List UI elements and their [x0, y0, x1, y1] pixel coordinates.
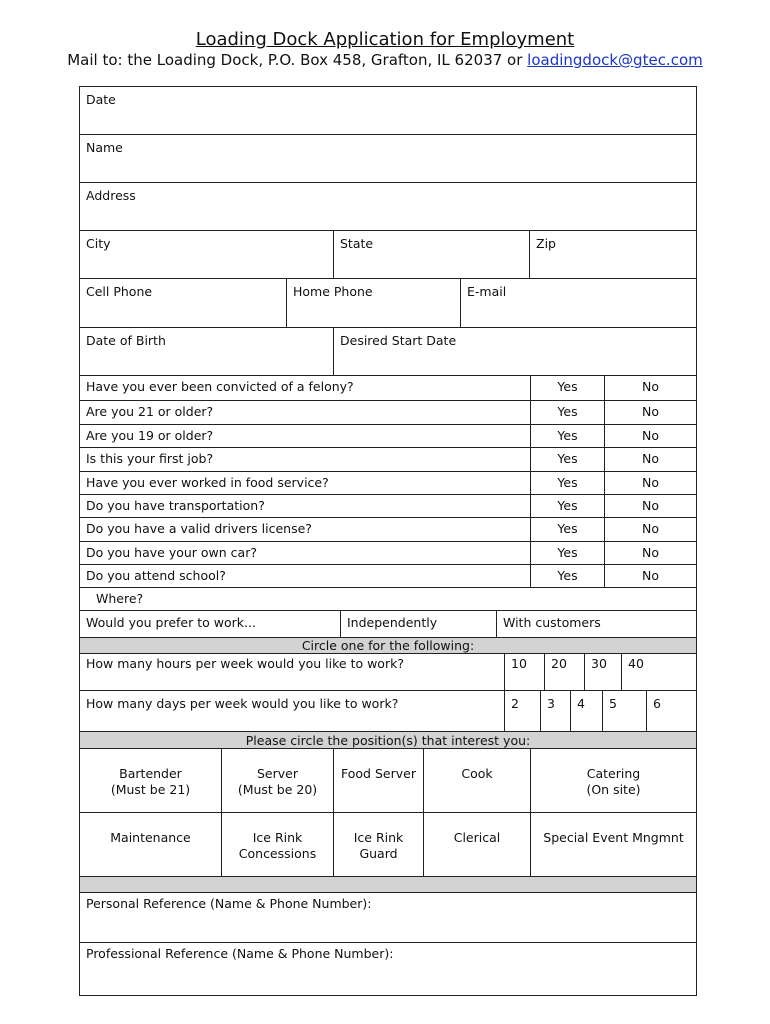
yes-option[interactable]: Yes: [531, 495, 605, 517]
no-option[interactable]: No: [642, 379, 659, 394]
position-name: Clerical: [453, 830, 501, 845]
professional-reference-field[interactable]: [80, 943, 696, 995]
personal-reference-label: Personal Reference (Name & Phone Number):: [86, 896, 372, 911]
hours-option[interactable]: 40: [628, 656, 644, 671]
yes-option[interactable]: Yes: [531, 565, 605, 587]
address-field[interactable]: [80, 183, 696, 230]
question-row: [80, 376, 696, 401]
no-option[interactable]: No: [642, 404, 659, 419]
hours-option[interactable]: 30: [585, 654, 622, 690]
question-row: [80, 495, 696, 518]
page-title: Loading Dock Application for Employment: [195, 29, 575, 50]
mail-address: Mail to: the Loading Dock, P.O. Box 458, Grafton, IL 62037 or: [67, 51, 528, 69]
zip-label: Zip: [536, 236, 556, 251]
dob-row: [80, 328, 696, 376]
position-note: (Must be 20): [237, 782, 318, 797]
dob-field[interactable]: [80, 328, 334, 375]
position-name: Cook: [461, 766, 493, 781]
home-phone-field[interactable]: [287, 279, 461, 327]
question-row: [80, 472, 696, 495]
no-option[interactable]: No: [642, 475, 659, 490]
question-row: [80, 518, 696, 542]
no-option[interactable]: No: [642, 498, 659, 513]
professional-reference-label: Professional Reference (Name & Phone Number):: [86, 946, 394, 961]
position-option-server[interactable]: [222, 749, 334, 812]
position-note: (Must be 21): [110, 782, 191, 797]
yes-option[interactable]: Yes: [531, 425, 605, 447]
zip-field[interactable]: [530, 231, 696, 278]
question-label: Do you have your own car?: [80, 542, 531, 564]
yes-option[interactable]: Yes: [531, 401, 605, 424]
days-option[interactable]: 6: [653, 696, 661, 711]
days-option[interactable]: 5: [603, 691, 647, 731]
state-field[interactable]: [334, 231, 530, 278]
independently-option[interactable]: Independently: [341, 611, 497, 637]
professional-reference-row[interactable]: [80, 943, 696, 995]
positions-row: [80, 749, 696, 813]
yes-option[interactable]: Yes: [531, 472, 605, 494]
yes-option[interactable]: Yes: [531, 542, 605, 564]
address-row[interactable]: [80, 183, 696, 231]
position-option-clerical[interactable]: [424, 813, 531, 876]
hours-option[interactable]: 20: [545, 654, 585, 690]
hours-option[interactable]: 10: [505, 654, 545, 690]
days-row: [80, 691, 696, 732]
position-note: Guard: [359, 846, 398, 861]
city-label: City: [86, 236, 111, 251]
positions-heading: Please circle the position(s) that interest you:: [80, 732, 696, 749]
cell-phone-field[interactable]: [80, 279, 287, 327]
position-name: Ice Rink: [353, 830, 404, 845]
where-label: Where?: [96, 591, 144, 606]
email-label: E-mail: [467, 284, 507, 299]
positions-row: [80, 813, 696, 877]
no-option[interactable]: No: [642, 521, 659, 536]
position-name: Catering: [586, 766, 641, 781]
application-form: [79, 86, 697, 996]
position-note: Concessions: [238, 846, 317, 861]
question-row: [80, 448, 696, 472]
state-label: State: [340, 236, 374, 251]
question-label: Do you attend school?: [80, 565, 531, 587]
start-date-label: Desired Start Date: [340, 333, 457, 348]
question-row: [80, 565, 696, 588]
days-option[interactable]: 3: [541, 691, 571, 731]
name-label: Name: [86, 140, 123, 155]
no-option[interactable]: No: [642, 428, 659, 443]
name-row[interactable]: [80, 135, 696, 183]
with-customers-option[interactable]: With customers: [503, 615, 601, 630]
start-date-field[interactable]: [334, 328, 696, 375]
no-option[interactable]: No: [642, 451, 659, 466]
no-option[interactable]: No: [642, 568, 659, 583]
question-label: Do you have a valid drivers license?: [80, 518, 531, 541]
question-label: Are you 19 or older?: [80, 425, 531, 447]
dob-label: Date of Birth: [86, 333, 166, 348]
home-phone-label: Home Phone: [293, 284, 373, 299]
mail-to-line: [0, 51, 770, 69]
position-name: Food Server: [341, 766, 416, 781]
yes-option[interactable]: Yes: [531, 376, 605, 400]
question-row: [80, 542, 696, 565]
no-option[interactable]: No: [642, 545, 659, 560]
yes-option[interactable]: Yes: [531, 518, 605, 541]
circle-heading: Circle one for the following:: [80, 638, 696, 654]
cell-phone-label: Cell Phone: [86, 284, 153, 299]
question-label: Are you 21 or older?: [80, 401, 531, 424]
hours-label: How many hours per week would you like to work?: [80, 654, 505, 690]
hours-row: [80, 654, 696, 691]
date-label: Date: [86, 92, 116, 107]
address-label: Address: [86, 188, 136, 203]
question-row: [80, 425, 696, 448]
section-divider: [80, 877, 696, 893]
question-label: Do you have transportation?: [80, 495, 531, 517]
email-link[interactable]: loadingdock@gtec.com: [527, 51, 703, 69]
position-option-ice-rink-concessions[interactable]: [222, 813, 334, 876]
prefer-row: [80, 611, 696, 638]
position-option-food-server[interactable]: [334, 749, 424, 812]
position-name: Ice Rink: [252, 830, 303, 845]
position-option-ice-rink-guard[interactable]: [334, 813, 424, 876]
position-name: Maintenance: [110, 830, 191, 845]
position-option-maintenance[interactable]: [80, 813, 222, 876]
city-state-zip-row: [80, 231, 696, 279]
question-row: [80, 401, 696, 425]
prefer-label: Would you prefer to work...: [80, 611, 341, 637]
email-field[interactable]: [461, 279, 696, 327]
position-name: Server: [257, 766, 298, 781]
position-option-catering[interactable]: [531, 749, 696, 812]
question-label: Have you ever worked in food service?: [80, 472, 531, 494]
position-name: Bartender: [119, 766, 182, 781]
yes-option[interactable]: Yes: [531, 448, 605, 471]
days-option[interactable]: 4: [571, 691, 603, 731]
question-label: Is this your first job?: [80, 448, 531, 471]
name-field[interactable]: [80, 135, 696, 182]
position-option-special-event[interactable]: [531, 813, 696, 876]
personal-reference-row[interactable]: [80, 893, 696, 943]
days-option[interactable]: 2: [505, 691, 541, 731]
question-label: Have you ever been convicted of a felony?: [80, 376, 531, 400]
date-row[interactable]: [80, 87, 696, 135]
personal-reference-field[interactable]: [80, 893, 696, 942]
date-field[interactable]: [80, 87, 696, 134]
position-note: (On site): [586, 782, 641, 797]
phone-row: [80, 279, 696, 328]
days-label: How many days per week would you like to work?: [80, 691, 505, 731]
position-name: Special Event Mngmnt: [543, 830, 684, 845]
position-option-cook[interactable]: [424, 749, 531, 812]
where-row[interactable]: [80, 588, 696, 611]
city-field[interactable]: [80, 231, 334, 278]
position-option-bartender[interactable]: [80, 749, 222, 812]
